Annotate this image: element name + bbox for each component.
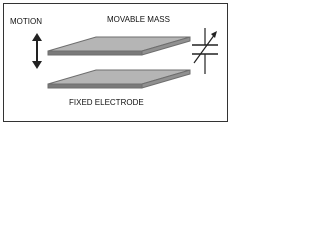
motion-label: MOTION <box>10 17 42 26</box>
capacitive-sensor-diagram <box>0 0 231 125</box>
movable-mass-label: MOVABLE MASS <box>107 15 170 24</box>
diagram-frame <box>0 0 231 125</box>
fixed-electrode-label: FIXED ELECTRODE <box>69 98 144 107</box>
